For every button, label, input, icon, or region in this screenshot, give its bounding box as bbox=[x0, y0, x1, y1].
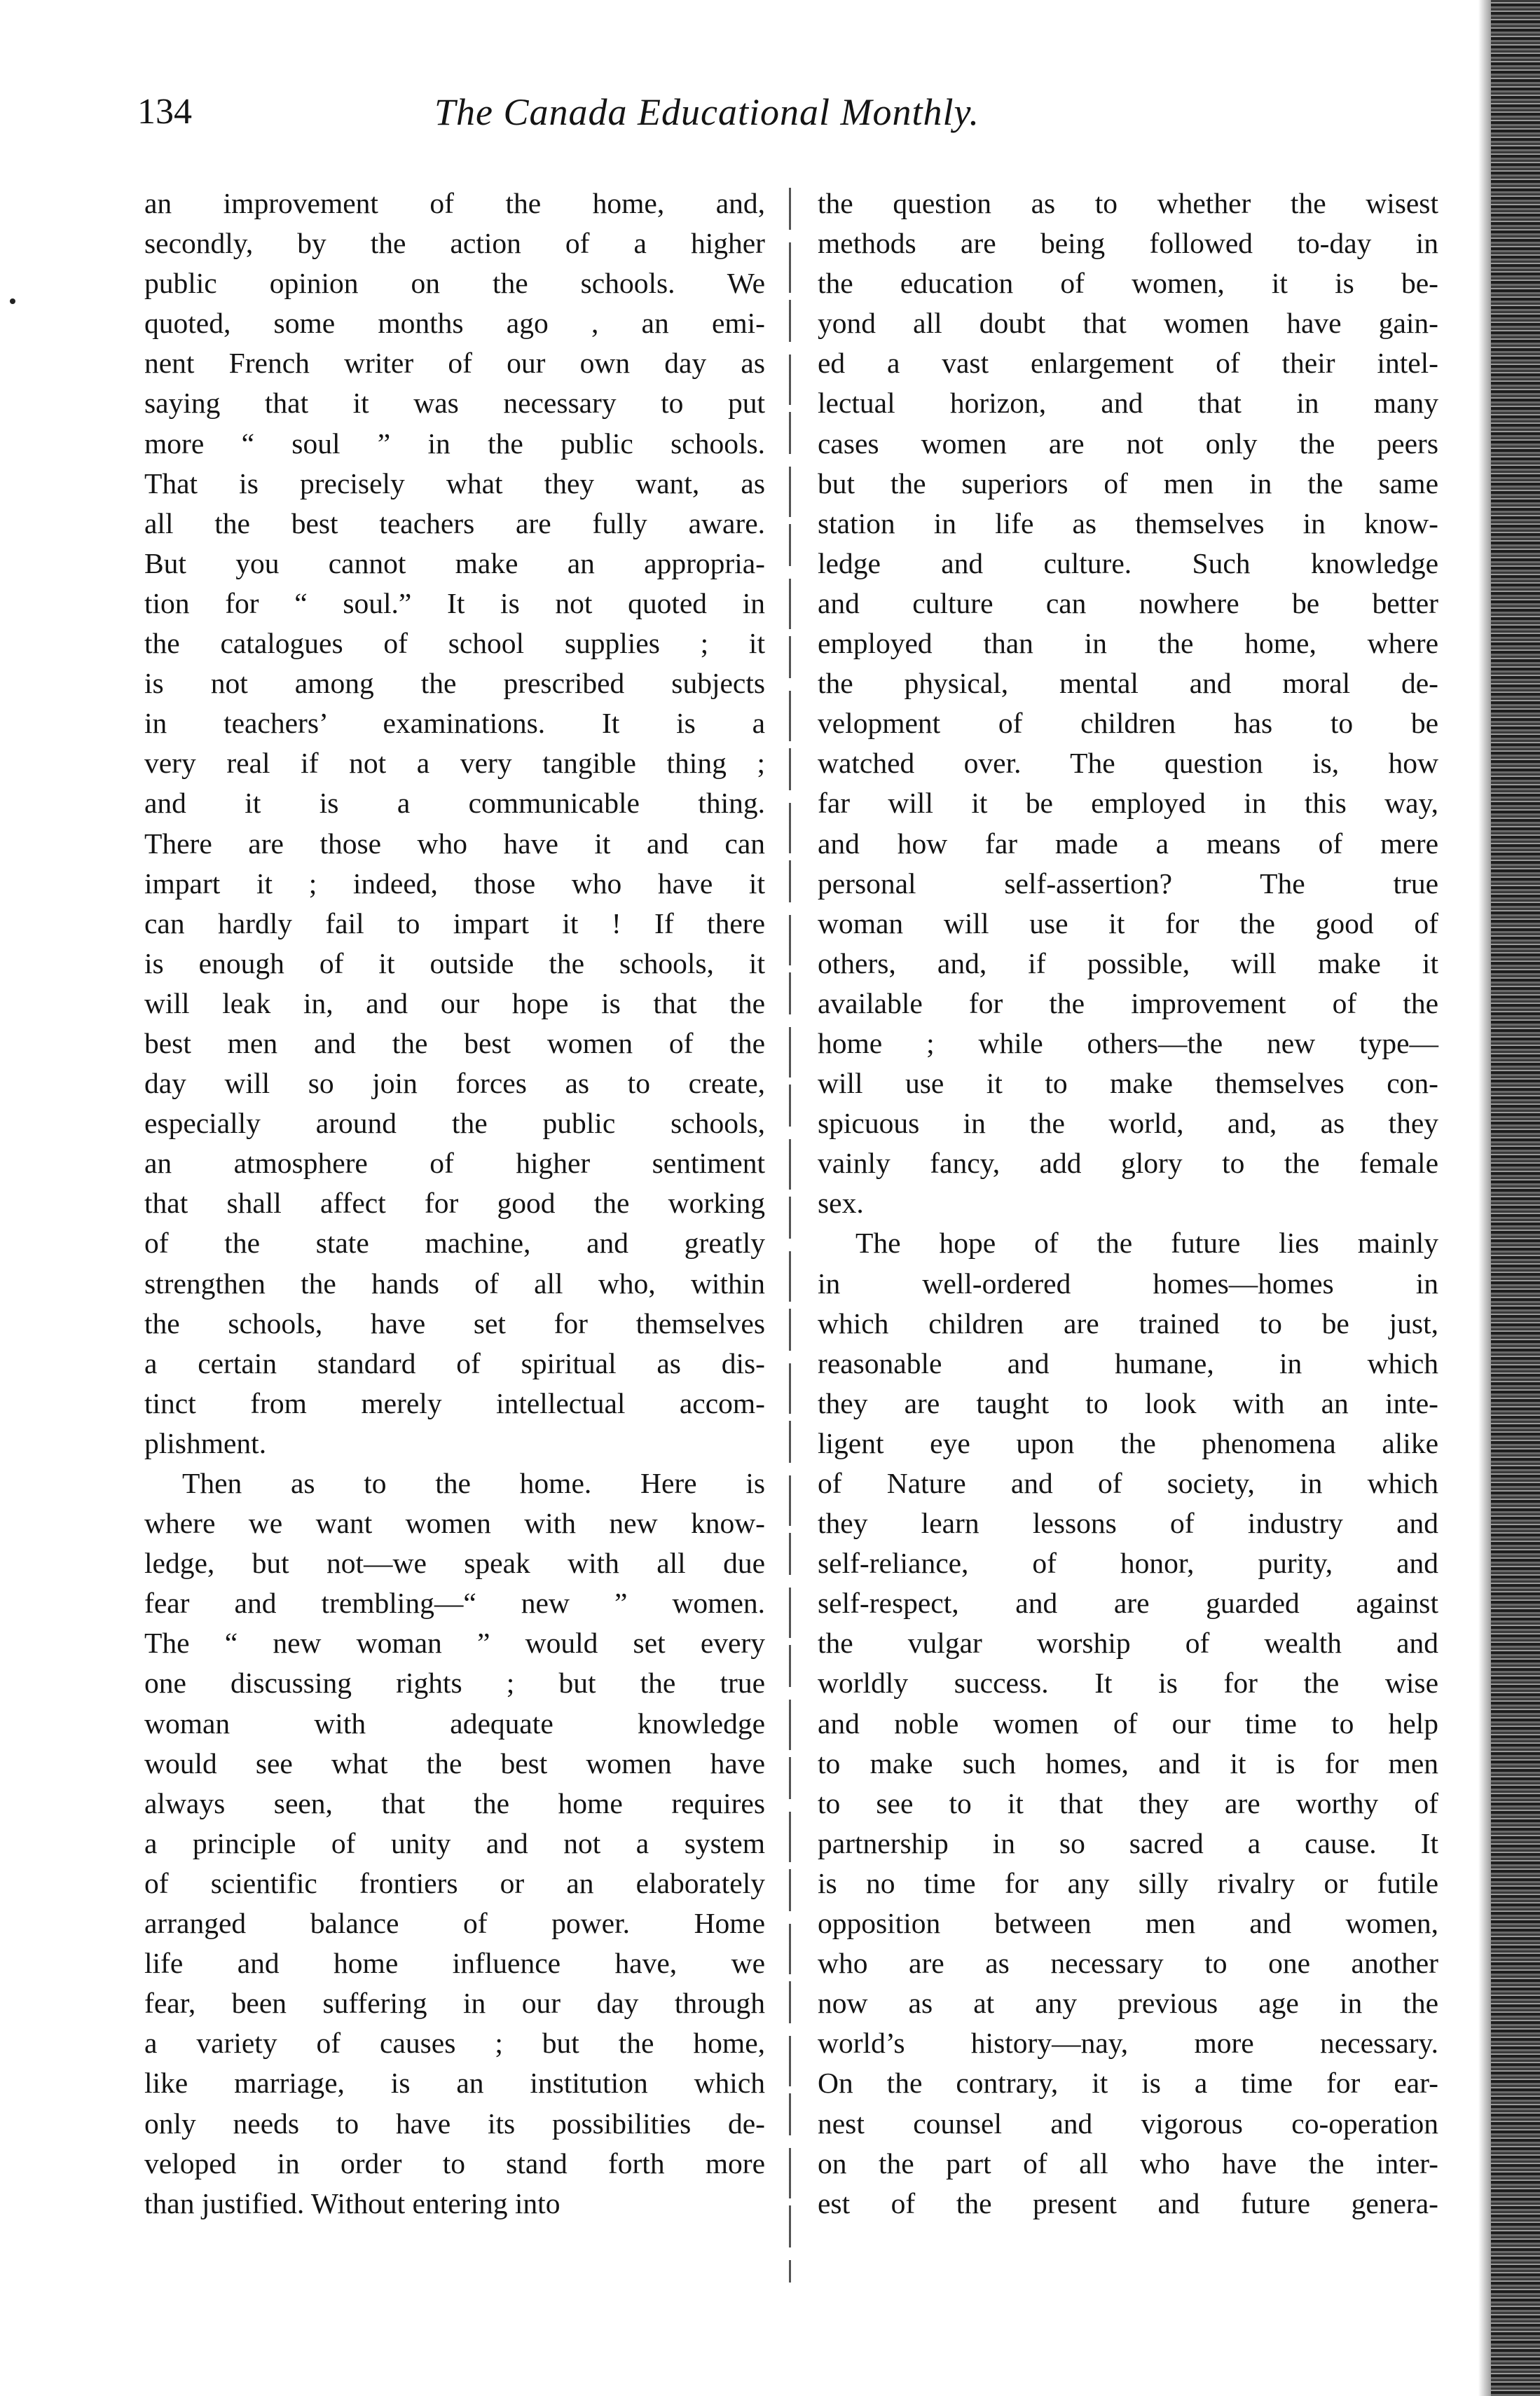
text-line: the vulgar worship of wealth and bbox=[818, 1627, 1438, 1660]
running-title: The Canada Educational Monthly. bbox=[434, 91, 979, 133]
right-column bbox=[818, 184, 1438, 2224]
text-line: tinct from merely intellectual accom- bbox=[144, 1386, 765, 1419]
text-line: to make such homes, and it is for men bbox=[818, 1747, 1438, 1779]
text-line: reasonable and humane, in which bbox=[818, 1347, 1438, 1379]
text-line: Then as to the home. Here is bbox=[182, 1467, 765, 1499]
text-line: available for the improvement of the bbox=[818, 986, 1438, 1019]
text-line: of Nature and of society, in which bbox=[818, 1467, 1438, 1499]
text-line: On the contrary, it is a time for ear- bbox=[818, 2067, 1438, 2100]
text-line: But you cannot make an appropria- bbox=[144, 546, 765, 579]
text-line: ledge, but not—we speak with all due bbox=[144, 1547, 765, 1580]
text-line: will leak in, and our hope is that the bbox=[144, 986, 765, 1019]
text-line: home ; while others—the new type— bbox=[818, 1026, 1438, 1059]
text-line: sex. bbox=[818, 1187, 864, 1220]
text-line: they are taught to look with an inte- bbox=[818, 1386, 1438, 1419]
text-line: and noble women of our time to help bbox=[818, 1707, 1438, 1740]
text-line: which children are trained to be just, bbox=[818, 1307, 1438, 1340]
text-line: velopment of children has to be bbox=[818, 707, 1438, 740]
text-line: would see what the best women have bbox=[144, 1747, 765, 1779]
text-line: the catalogues of school supplies ; it bbox=[144, 627, 765, 660]
text-line: watched over. The question is, how bbox=[818, 747, 1438, 780]
text-line: on the part of all who have the inter- bbox=[818, 2147, 1438, 2180]
text-line: a certain standard of spiritual as dis- bbox=[144, 1347, 765, 1379]
text-line: only needs to have its possibilities de- bbox=[144, 2107, 765, 2140]
text-line: a variety of causes ; but the home, bbox=[144, 2027, 765, 2060]
text-line: but the superiors of men in the same bbox=[818, 467, 1438, 500]
text-line: more “ soul ” in the public schools. bbox=[144, 427, 765, 460]
text-line: day will so join forces as to create, bbox=[144, 1067, 765, 1100]
text-line: arranged balance of power. Home bbox=[144, 1907, 765, 1940]
text-line: self-respect, and are guarded against bbox=[818, 1587, 1438, 1620]
text-line: to see to it that they are worthy of bbox=[818, 1786, 1438, 1819]
text-line: nest counsel and vigorous co-operation bbox=[818, 2107, 1438, 2140]
text-line: of scientific frontiers or an elaborately bbox=[144, 1866, 765, 1899]
text-line: That is precisely what they want, as bbox=[144, 467, 765, 500]
text-line: now as at any previous age in the bbox=[818, 1987, 1438, 2020]
text-line: yond all doubt that women have gain- bbox=[818, 307, 1438, 340]
ink-speck bbox=[10, 298, 15, 304]
text-line: one discussing rights ; but the true bbox=[144, 1667, 765, 1700]
text-line: a principle of unity and not a system bbox=[144, 1826, 765, 1859]
left-column bbox=[144, 184, 765, 2224]
text-line: woman with adequate knowledge bbox=[144, 1707, 765, 1740]
text-line: is not among the prescribed subjects bbox=[144, 667, 765, 700]
text-line: vainly fancy, add glory to the female bbox=[818, 1147, 1438, 1180]
text-line: station in life as themselves in know- bbox=[818, 507, 1438, 539]
text-line: always seen, that the home requires bbox=[144, 1786, 765, 1819]
text-line: methods are being followed to-day in bbox=[818, 227, 1438, 260]
text-line: ed a vast enlargement of their intel- bbox=[818, 347, 1438, 380]
text-line: est of the present and future genera- bbox=[818, 2187, 1438, 2219]
text-line: that shall affect for good the working bbox=[144, 1187, 765, 1220]
text-line: very real if not a very tangible thing ; bbox=[144, 747, 765, 780]
text-line: in teachers’ examinations. It is a bbox=[144, 707, 765, 740]
text-line: personal self-assertion? The true bbox=[818, 867, 1438, 900]
text-line: life and home influence have, we bbox=[144, 1947, 765, 1980]
text-line: woman will use it for the good of bbox=[818, 907, 1438, 939]
text-line: tion for “ soul.” It is not quoted in bbox=[144, 586, 765, 619]
text-line: saying that it was necessary to put bbox=[144, 387, 765, 420]
text-line: public opinion on the schools. We bbox=[144, 267, 765, 300]
text-line: partnership in so sacred a cause. It bbox=[818, 1826, 1438, 1859]
text-line: the schools, have set for themselves bbox=[144, 1307, 765, 1340]
text-line: fear and trembling—“ new ” women. bbox=[144, 1587, 765, 1620]
column-divider bbox=[789, 188, 791, 2283]
text-line: is no time for any silly rivalry or futile bbox=[818, 1866, 1438, 1899]
text-line: can hardly fail to impart it ! If there bbox=[144, 907, 765, 939]
text-line: far will it be employed in this way, bbox=[818, 787, 1438, 820]
text-line: the physical, mental and moral de- bbox=[818, 667, 1438, 700]
text-line: lectual horizon, and that in many bbox=[818, 387, 1438, 420]
text-line: all the best teachers are fully aware. bbox=[144, 507, 765, 539]
text-line: cases women are not only the peers bbox=[818, 427, 1438, 460]
text-line: ledge and culture. Such knowledge bbox=[818, 546, 1438, 579]
text-line: will use it to make themselves con- bbox=[818, 1067, 1438, 1100]
text-line: world’s history—nay, more necessary. bbox=[818, 2027, 1438, 2060]
text-line: opposition between men and women, bbox=[818, 1907, 1438, 1940]
text-line: strengthen the hands of all who, within bbox=[144, 1267, 765, 1300]
text-line: veloped in order to stand forth more bbox=[144, 2147, 765, 2180]
text-line: in well-ordered homes—homes in bbox=[818, 1267, 1438, 1300]
text-line: quoted, some months ago , an emi- bbox=[144, 307, 765, 340]
text-line: an improvement of the home, and, bbox=[144, 187, 765, 219]
text-line: best men and the best women of the bbox=[144, 1026, 765, 1059]
text-line: an atmosphere of higher sentiment bbox=[144, 1147, 765, 1180]
text-line: secondly, by the action of a higher bbox=[144, 227, 765, 260]
text-line: the education of women, it is be- bbox=[818, 267, 1438, 300]
page-edge-gutter bbox=[1478, 0, 1491, 2396]
text-line: plishment. bbox=[144, 1426, 267, 1459]
text-line: and it is a communicable thing. bbox=[144, 787, 765, 820]
text-line: where we want women with new know- bbox=[144, 1507, 765, 1540]
text-line: like marriage, is an institution which bbox=[144, 2067, 765, 2100]
text-line: There are those who have it and can bbox=[144, 827, 765, 860]
page-number: 134 bbox=[137, 92, 192, 132]
text-line: and how far made a means of mere bbox=[818, 827, 1438, 860]
text-line: employed than in the home, where bbox=[818, 627, 1438, 660]
text-line: spicuous in the world, and, as they bbox=[818, 1107, 1438, 1140]
text-line: who are as necessary to one another bbox=[818, 1947, 1438, 1980]
text-line: impart it ; indeed, those who have it bbox=[144, 867, 765, 900]
text-line: self-reliance, of honor, purity, and bbox=[818, 1547, 1438, 1580]
text-line: worldly success. It is for the wise bbox=[818, 1667, 1438, 1700]
text-line: ligent eye upon the phenomena alike bbox=[818, 1426, 1438, 1459]
text-line: than justified. Without entering into bbox=[144, 2187, 561, 2219]
text-line: is enough of it outside the schools, it bbox=[144, 946, 765, 979]
text-line: they learn lessons of industry and bbox=[818, 1507, 1438, 1540]
text-line: nent French writer of our own day as bbox=[144, 347, 765, 380]
text-line: The hope of the future lies mainly bbox=[855, 1227, 1438, 1260]
page-edge-scan-shadow bbox=[1491, 0, 1540, 2396]
text-line: fear, been suffering in our day through bbox=[144, 1987, 765, 2020]
text-line: The “ new woman ” would set every bbox=[144, 1627, 765, 1660]
text-line: the question as to whether the wisest bbox=[818, 187, 1438, 219]
text-line: especially around the public schools, bbox=[144, 1107, 765, 1140]
text-line: others, and, if possible, will make it bbox=[818, 946, 1438, 979]
text-line: and culture can nowhere be better bbox=[818, 586, 1438, 619]
text-line: of the state machine, and greatly bbox=[144, 1227, 765, 1260]
